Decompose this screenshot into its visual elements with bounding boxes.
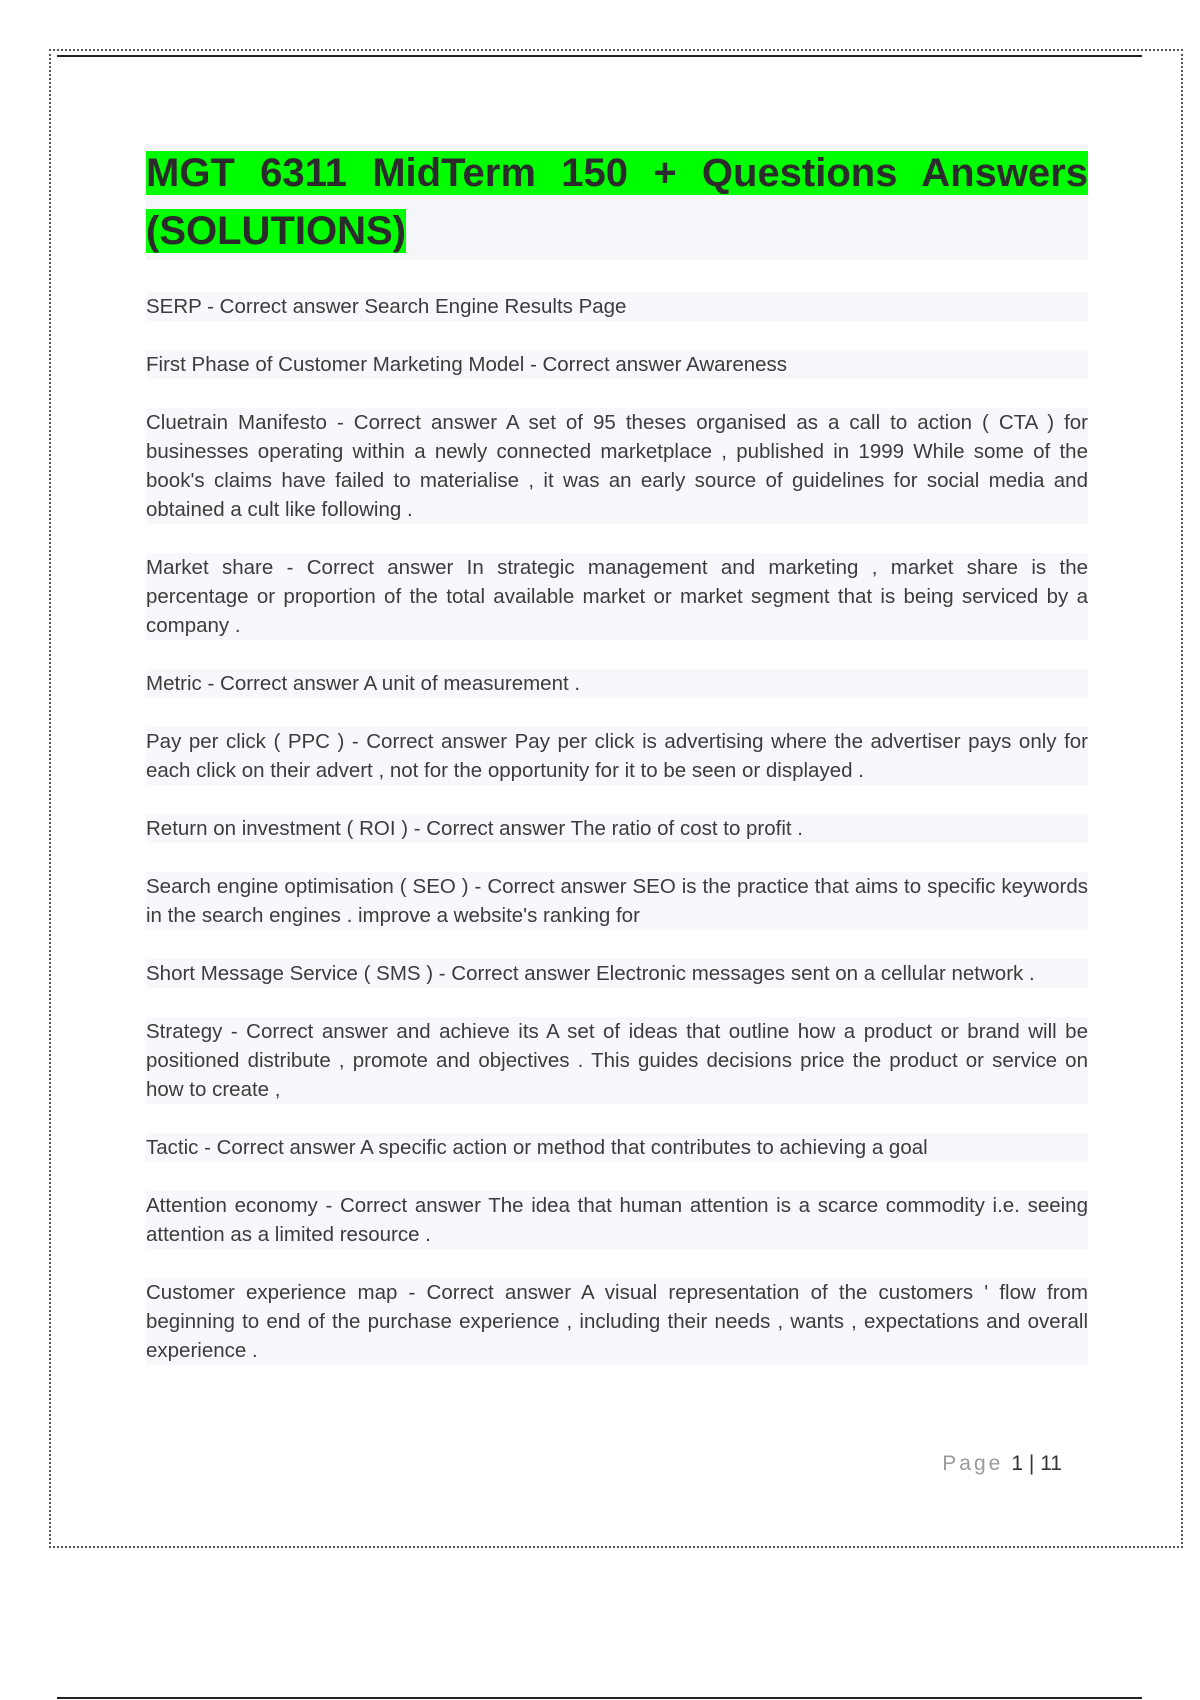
page-number	[942, 1452, 1062, 1476]
qa-entry: First Phase of Customer Marketing Model - Correct answer Awareness	[146, 350, 1088, 379]
qa-entry: Tactic - Correct answer A specific action or method that contributes to achieving a goal	[146, 1133, 1088, 1162]
qa-entry: Short Message Service ( SMS ) - Correct answer Electronic messages sent on a cellular network .	[146, 959, 1088, 988]
page-total: 11	[1040, 1452, 1062, 1475]
document-body	[146, 144, 1088, 1394]
document-title	[146, 144, 1088, 260]
page-separator: |	[1028, 1452, 1035, 1475]
qa-entry: Return on investment ( ROI ) - Correct answer The ratio of cost to profit .	[146, 814, 1088, 843]
title-highlight: MGT 6311 MidTerm 150 + Questions Answers (SOLUTIONS)	[146, 151, 1088, 253]
footer-rule	[57, 1697, 1142, 1699]
qa-entry: Strategy - Correct answer and achieve its A set of ideas that outline how a product or brand will be positioned distribute , promote and objectives . This guides decisions price the product or service on how to create ,	[146, 1017, 1088, 1104]
qa-entry: Metric - Correct answer A unit of measurement .	[146, 669, 1088, 698]
page-current: 1	[1011, 1452, 1024, 1475]
qa-entry: Pay per click ( PPC ) - Correct answer Pay per click is advertising where the advertiser pays only for each click on their advert , not for the opportunity for it to be seen or displayed .	[146, 727, 1088, 785]
qa-entry: Cluetrain Manifesto - Correct answer A set of 95 theses organised as a call to action ( CTA ) for businesses operating within a newly connected marketplace , published in 1999 While some of the book's claims have failed to materialise , it was an early source of guidelines for social media and obtained a cult like following .	[146, 408, 1088, 524]
qa-entry: Attention economy - Correct answer The idea that human attention is a scarce commodity i.e. seeing attention as a limited resource .	[146, 1191, 1088, 1249]
qa-entry: SERP - Correct answer Search Engine Results Page	[146, 292, 1088, 321]
qa-entry: Search engine optimisation ( SEO ) - Correct answer SEO is the practice that aims to specific keywords in the search engines . improve a website's ranking for	[146, 872, 1088, 930]
page-label: Page	[942, 1452, 1004, 1475]
qa-entry: Market share - Correct answer In strategic management and marketing , market share is the percentage or proportion of the total available market or market segment that is being serviced by a company .	[146, 553, 1088, 640]
header-rule	[57, 55, 1142, 57]
qa-entry: Customer experience map - Correct answer A visual representation of the customers ' flow from beginning to end of the purchase experience , including their needs , wants , expectations and overall experience .	[146, 1278, 1088, 1365]
